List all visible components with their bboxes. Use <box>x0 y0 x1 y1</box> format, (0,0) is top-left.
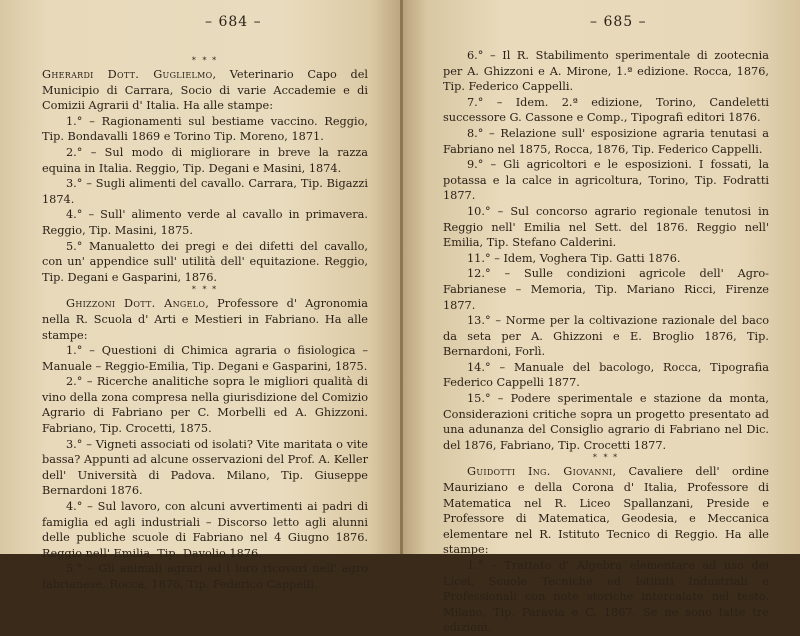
bibliography-item: 15.° – Podere sperimentale e stazione da monta, Considerazioni critiche sopra un progetto presentato ad una adunanza del Consiglio agrario di Fabriano nel Dic. del 1876, Fabriano, Tip. Crocetti 1877. <box>443 392 769 452</box>
bibliography-item: 7.° – Idem. 2.ª edizione, Torino, Candeletti successore G. Cassone e Comp., Tipografi editori 1876. <box>443 95 769 125</box>
bibliography-item: 11.° – Idem, Voghera Tip. Gatti 1876. <box>467 251 681 265</box>
author-name: Guidotti Ing. Giovanni <box>467 465 613 479</box>
author-name: Gherardi Dott. Guglielmo <box>42 68 213 81</box>
bibliography-item: 14.° – Manuale del bacologo, Rocca, Tipografia Federico Cappelli 1877. <box>443 360 769 390</box>
bibliography-item: 9.° – Gli agricoltori e le esposizioni. I fossati, la potassa e la calce in agricoltura, Torino, Tip. Fodratti 1877. <box>443 158 769 203</box>
page-number-left: – 684 – <box>205 14 262 30</box>
bibliography-item: 1.° – Ragionamenti sul bestiame vaccino. Reggio, Tip. Bondavalli 1869 e Torino Tip. Moreno, 1871. <box>42 114 368 144</box>
section-ornament: * * * <box>191 285 219 295</box>
bibliography-item: 3.° – Vigneti associati od isolati? Vite maritata o vite bassa? Appunti ad alcune osservazioni del Prof. A. Keller dell' Università di Padova. Milano, Tip. Giuseppe Bernardoni 1876. <box>42 437 368 498</box>
bibliography-item: 10.° – Sul concorso agrario regionale tenutosi in Reggio nell' Emilia nel Sett. del 1876. Reggio nell' Emilia, Tip. Stefano Calderini. <box>443 204 769 250</box>
left-page <box>0 0 402 591</box>
bibliography-item: 6.° – Il R. Stabilimento sperimentale di zootecnia per A. Ghizzoni e A. Mirone, 1.ª edizione. Rocca, 1876, Tip. Federico Cappelli. <box>443 49 769 94</box>
bibliography-item: 3.° – Sugli alimenti del cavallo. Carrara, Tip. Bigazzi 1874. <box>42 177 368 206</box>
right-page <box>403 0 800 635</box>
author-description: , Veterinario Capo del Municipio di Carrara, Socio di varie Accademie e di Comizii Agrarii d' Italia. Ha alle stampe: <box>42 68 368 113</box>
right-text-column <box>443 48 769 636</box>
bibliography-item: 4.° – Sull' alimento verde al cavallo in primavera. Reggio, Tip. Masini, 1875. <box>42 208 368 237</box>
bibliography-item: 8.° – Relazione sull' esposizione agraria tenutasi a Fabriano nel 1875, Rocca, 1876, Tip. Federico Cappelli. <box>443 126 769 156</box>
entry-heading <box>42 67 368 114</box>
author-description: , Cavaliere dell' ordine Mauriziano e della Corona d' Italia, Professore di Matematica nel R. Liceo Spallanzani, Preside e Professore di Matematica, Geodesia, e Meccanica elementare nel R. Istituto Tecnico di Reggio. Ha alle stampe: <box>443 465 769 557</box>
section-ornament: * * * <box>191 56 219 65</box>
bibliography-item: 12.° – Sulle condizioni agricole dell' Agro-Fabrianese – Memoria, Tip. Mariano Ricci, Firenze 1877. <box>443 267 769 312</box>
page-number-right: – 685 – <box>590 14 647 30</box>
bibliography-item: 13.° – Norme per la coltivazione razionale del baco da seta per A. Ghizzoni e E. Broglio 1876, Tip. Bernardoni, Forlì. <box>443 314 769 359</box>
bibliography-item: 1.° – Trattato d' Algebra elementare ad uso dei Licei, Scuole Tecniche ed Istituti Industriali e Professionali con note storiche intercalate nel testo. Milano, Tip. Paravia e C. 1867. Se ne sono fatte tre edizioni. <box>443 559 769 635</box>
bibliography-item: 5.° – Gli animali agrari ed i loro ricoveri nell' agro fabrianese. Rocca, 1876, Tip. Federico Cappelli. <box>42 562 368 591</box>
bibliography-item: 2.° – Sul modo di migliorare in breve la razza equina in Italia. Reggio, Tip. Degani e Masini, 1874. <box>42 145 368 175</box>
section-ornament: * * * <box>592 453 620 463</box>
entry-heading <box>443 464 769 558</box>
bibliography-item: 1.° – Questioni di Chimica agraria o fisiologica – Manuale – Reggio-Emilia, Tip. Degani e Gasparini, 1875. <box>42 344 368 373</box>
bibliography-item: 5.° Manualetto dei pregi e dei difetti del cavallo, con un' appendice sull' utilità dell' equitazione. Reggio, Tip. Degani e Gasparini, 1876. <box>42 239 368 284</box>
author-description: , Professore d' Agronomia nella R. Scuola d' Arti e Mestieri in Fabriano. Ha alle stampe: <box>42 297 368 342</box>
left-text-column <box>42 56 368 593</box>
author-name: Ghizzoni Dott. Angelo <box>66 297 206 311</box>
bibliography-item: 2.° – Ricerche analitiche sopra le migliori qualità di vino della zona compresa nella giurisdizione del Comizio Agrario di Fabriano per C. Morbelli ed A. Ghizzoni. Fabriano, Tip. Crocetti, 1875. <box>42 375 368 436</box>
entry-heading <box>42 296 368 343</box>
bibliography-item: 4.° – Sul lavoro, con alcuni avvertimenti ai padri di famiglia ed agli industriali – Discorso letto agli alunni delle publiche scuole di Fabriano nel 4 Giugno 1876. Reggio nell' Emilia, Tip. Davolio 1876. <box>42 500 368 560</box>
